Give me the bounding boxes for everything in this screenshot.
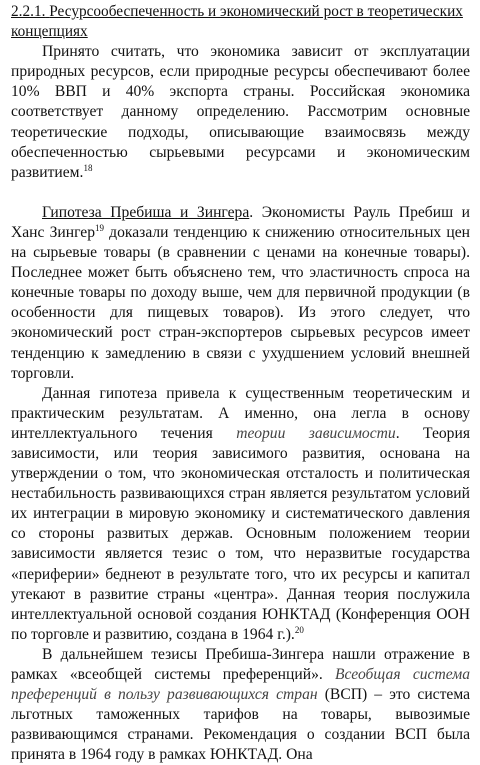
paragraph-text: . Теория зависимости, или теория зависимого развития, основана на утверждении о том, что экономическая отсталость и политическая нестабильность развивающихся стран является результатом условий их интеграции в мировую экономику и систематического давления со стороны развитых держав. Основным положением теории зависимости является тезис о том, что неразвитые государства «периферии» беднеют в результате того, что их ресурсы и капитал утекают в развитие страны «центра». Данная теория послужила интеллектуальной основой создания ЮНКТАД (Конференция ООН по торговле и развитию, создана в 1964 г.).: [11, 424, 470, 643]
paragraph-intro: [11, 42, 470, 183]
paragraph-text: (ВСП) – это система льготных таможенных тарифов на товары, вывозимые развивающимся странами. Рекомендация о создании ВСП была принята в 1964 году в рамках ЮНКТАД. Она: [11, 686, 471, 764]
paragraph-text: доказали тенденцию к снижению относительных цен на сырьевые товары (в сравнении с ценами на конечные товары). Последнее может быть объяснено тем, что эластичность спроса на конечные товары по доходу выше, чем для первичной продукции (в особенности для пищевых товаров). Из этого следует, что экономический рост стран-экспортеров сырьевых ресурсов имеет тенденцию к замедлению в связи с ухудшением условий внешней торговли.: [11, 223, 470, 382]
term-gsp: Всеобщая система преференций в пользу развивающихся стран: [11, 666, 471, 704]
term-dependency-theory: теории зависимости: [236, 424, 396, 442]
heading-title: Ресурсообеспеченность и экономический рост в теоретических концепциях: [11, 3, 463, 41]
paragraph-gap: [11, 183, 470, 203]
paragraph-gsp: [11, 645, 470, 765]
hypothesis-title: Гипотеза Пребиша и Зингера: [42, 203, 250, 221]
section-heading: [11, 2, 470, 42]
paragraph-intro-text: Принято считать, что экономика зависит от эксплуатации природных ресурсов, если природные ресурсы обеспечивают более 10% ВВП и 40% экспорта страны. Российская экономика соответствует данному определению. Рассмотрим основные теоретические подходы, описывающие взаимосвязь между обеспеченностью сырьевыми ресурсами и экономическим развитием.: [11, 43, 470, 181]
footnote-ref-19: 19: [95, 222, 105, 233]
paragraph-prebisch-singer: [11, 203, 470, 384]
footnote-ref-18: 18: [83, 162, 93, 173]
paragraph-dependency-theory: [11, 384, 470, 645]
paragraph-text: В дальнейшем тезисы Пребиша-Зингера нашли отражение в рамках «всеобщей системы преференций».: [11, 645, 470, 683]
paragraph-text: . Экономисты Рауль Пребиш и Ханс Зингер: [11, 203, 470, 241]
heading-number: 2.2.1.: [11, 3, 46, 20]
paragraph-text: Данная гипотеза привела к существенным теоретическим и практическим результатам. А именно, она легла в основу интеллектуального течения: [11, 384, 470, 442]
footnote-ref-20: 20: [294, 624, 304, 635]
